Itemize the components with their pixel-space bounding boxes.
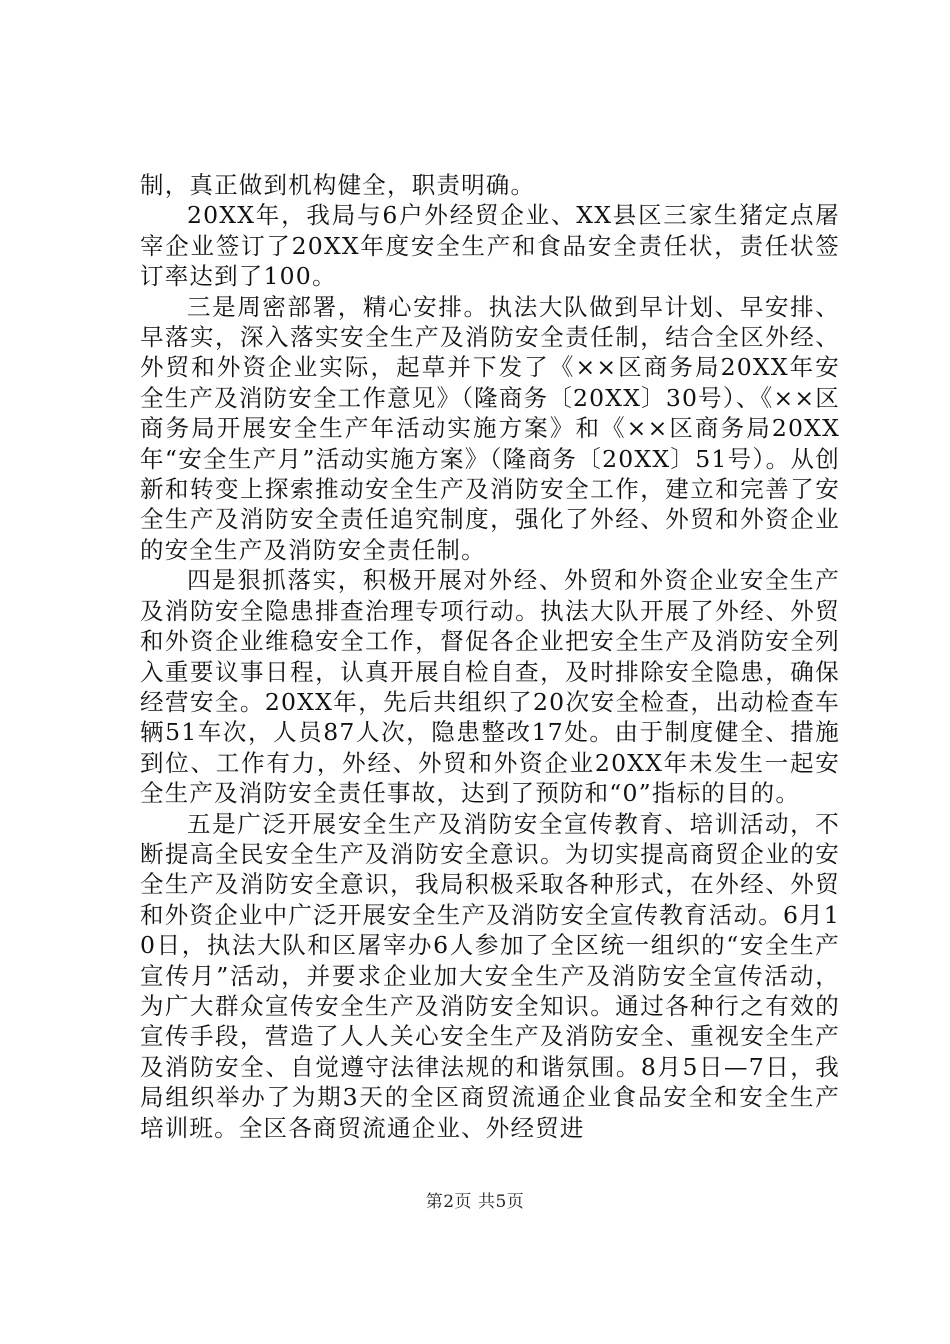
paragraph-continuation: 制，真正做到机构健全，职责明确。	[140, 171, 536, 199]
document-body	[140, 170, 840, 1143]
paragraph-responsibility-letters: 20XX年，我局与6户外经贸企业、XX县区三家生猪定点屠宰企业签订了20XX年度安全生产和食品安全责任状，责任状签订率达到了100。	[140, 201, 840, 291]
paragraph-item-three: 三是周密部署，精心安排。执法大队做到早计划、早安排、早落实，深入落实安全生产及消防安全责任制，结合全区外经、外贸和外资企业实际，起草并下发了《××区商务局20XX年安全生产及消防安全工作意见》（隆商务〔20XX〕30号）、《××区商务局开展安全生产年活动实施方案》和《××区商务局20XX年“安全生产月”活动实施方案》（隆商务〔20XX〕51号）。从创新和转变上探索推动安全生产及消防安全工作，建立和完善了安全生产及消防安全责任追究制度，强化了外经、外贸和外资企业的安全生产及消防安全责任制。	[140, 292, 840, 564]
paragraph-item-four: 四是狠抓落实，积极开展对外经、外贸和外资企业安全生产及消防安全隐患排查治理专项行动。执法大队开展了外经、外贸和外资企业维稳安全工作，督促各企业把安全生产及消防安全列入重要议事日程，认真开展自检自查，及时排除安全隐患，确保经营安全。20XX年，先后共组织了20次安全检查，出动检查车辆51车次，人员87人次，隐患整改17处。由于制度健全、措施到位、工作有力，外经、外贸和外资企业20XX年未发生一起安全生产及消防安全责任事故，达到了预防和“0”指标的目的。	[140, 566, 840, 808]
paragraph-item-five: 五是广泛开展安全生产及消防安全宣传教育、培训活动，不断提高全民安全生产及消防安全意识。为切实提高商贸企业的安全生产及消防安全意识，我局积极采取各种形式，在外经、外贸和外资企业中广泛开展安全生产及消防安全宣传教育活动。6月10日，执法大队和区屠宰办6人参加了全区统一组织的“安全生产宣传月”活动，并要求企业加大安全生产及消防安全宣传活动，为广大群众宣传安全生产及消防安全知识。通过各种行之有效的宣传手段，营造了人人关心安全生产及消防安全、重视安全生产及消防安全、自觉遵守法律法规的和谐氛围。8月5日—7日，我局组织举办了为期3天的全区商贸流通企业食品安全和安全生产培训班。全区各商贸流通企业、外经贸进	[140, 809, 840, 1142]
page-number-footer: 第2页 共5页	[425, 1192, 525, 1212]
